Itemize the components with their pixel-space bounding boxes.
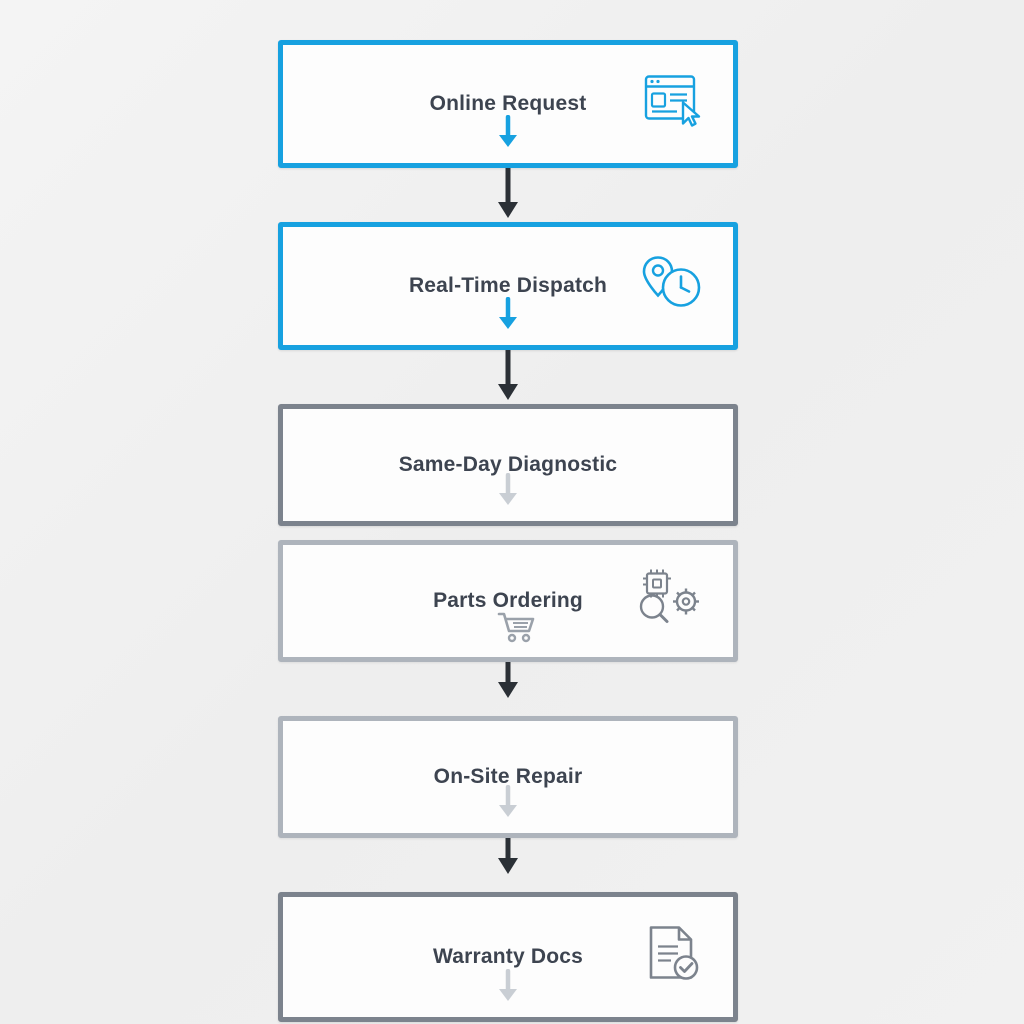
shopping-cart-icon [495, 609, 521, 643]
flow-node-warranty-docs[interactable] [278, 892, 738, 1022]
map-pin-and-clock-icon [639, 254, 705, 319]
inner-down-arrow-icon [495, 473, 521, 507]
flow-node-label: Parts Ordering [433, 589, 583, 613]
connector-2 [278, 350, 738, 404]
flow-node-label: Online Request [429, 92, 587, 116]
flow-node-label: On-Site Repair [433, 765, 583, 789]
connector-4 [278, 838, 738, 892]
flow-node-label: Warranty Docs [432, 945, 584, 969]
flow-node-online-request[interactable] [278, 40, 738, 168]
chip-magnifier-and-gear-icon [633, 569, 705, 634]
flow-node-on-site-repair[interactable] [278, 716, 738, 838]
browser-window-with-cursor-icon [643, 73, 705, 136]
flow-node-label: Same-Day Diagnostic [398, 453, 618, 477]
flow-node-real-time-dispatch[interactable] [278, 222, 738, 350]
flowchart [278, 40, 738, 1022]
flow-node-parts-ordering[interactable] [278, 540, 738, 662]
inner-down-arrow-icon [495, 785, 521, 819]
flow-node-same-day-diagnostic[interactable] [278, 404, 738, 526]
document-with-check-icon [645, 924, 705, 991]
flow-node-label: Real-Time Dispatch [408, 274, 608, 298]
inner-down-arrow-icon [495, 115, 521, 149]
spacer [278, 526, 738, 540]
inner-down-arrow-icon [495, 969, 521, 1003]
connector-1 [278, 168, 738, 222]
inner-down-arrow-icon [495, 297, 521, 331]
connector-3 [278, 662, 738, 716]
